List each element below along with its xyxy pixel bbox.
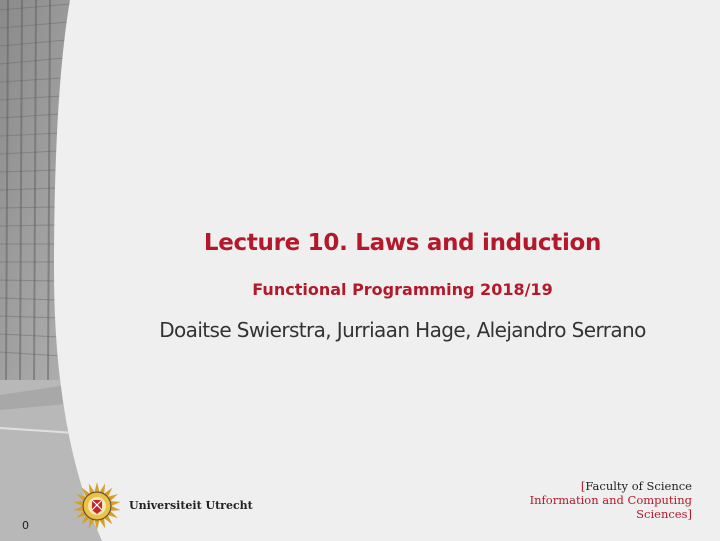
background-photo [0,0,140,541]
course-subtitle: Functional Programming 2018/19 [252,280,553,299]
authors: Doaitse Swierstra, Jurriaan Hage, Alejandro Serrano [159,318,646,342]
faculty-open-bracket: [ [580,479,586,493]
page-number: 0 [22,519,29,532]
faculty-line-2: Information and Computing [529,493,692,507]
university-name: Universiteit Utrecht [129,499,253,512]
faculty-close-bracket: ] [687,507,692,521]
utrecht-sun-seal-icon [72,481,122,531]
faculty-block [452,479,692,521]
lecture-title: Lecture 10. Laws and induction [203,230,602,256]
faculty-line-3 [452,507,692,521]
faculty-name: Faculty of Science [585,479,692,493]
faculty-line-3-text: Sciences [636,507,688,521]
faculty-line-1 [452,479,692,493]
